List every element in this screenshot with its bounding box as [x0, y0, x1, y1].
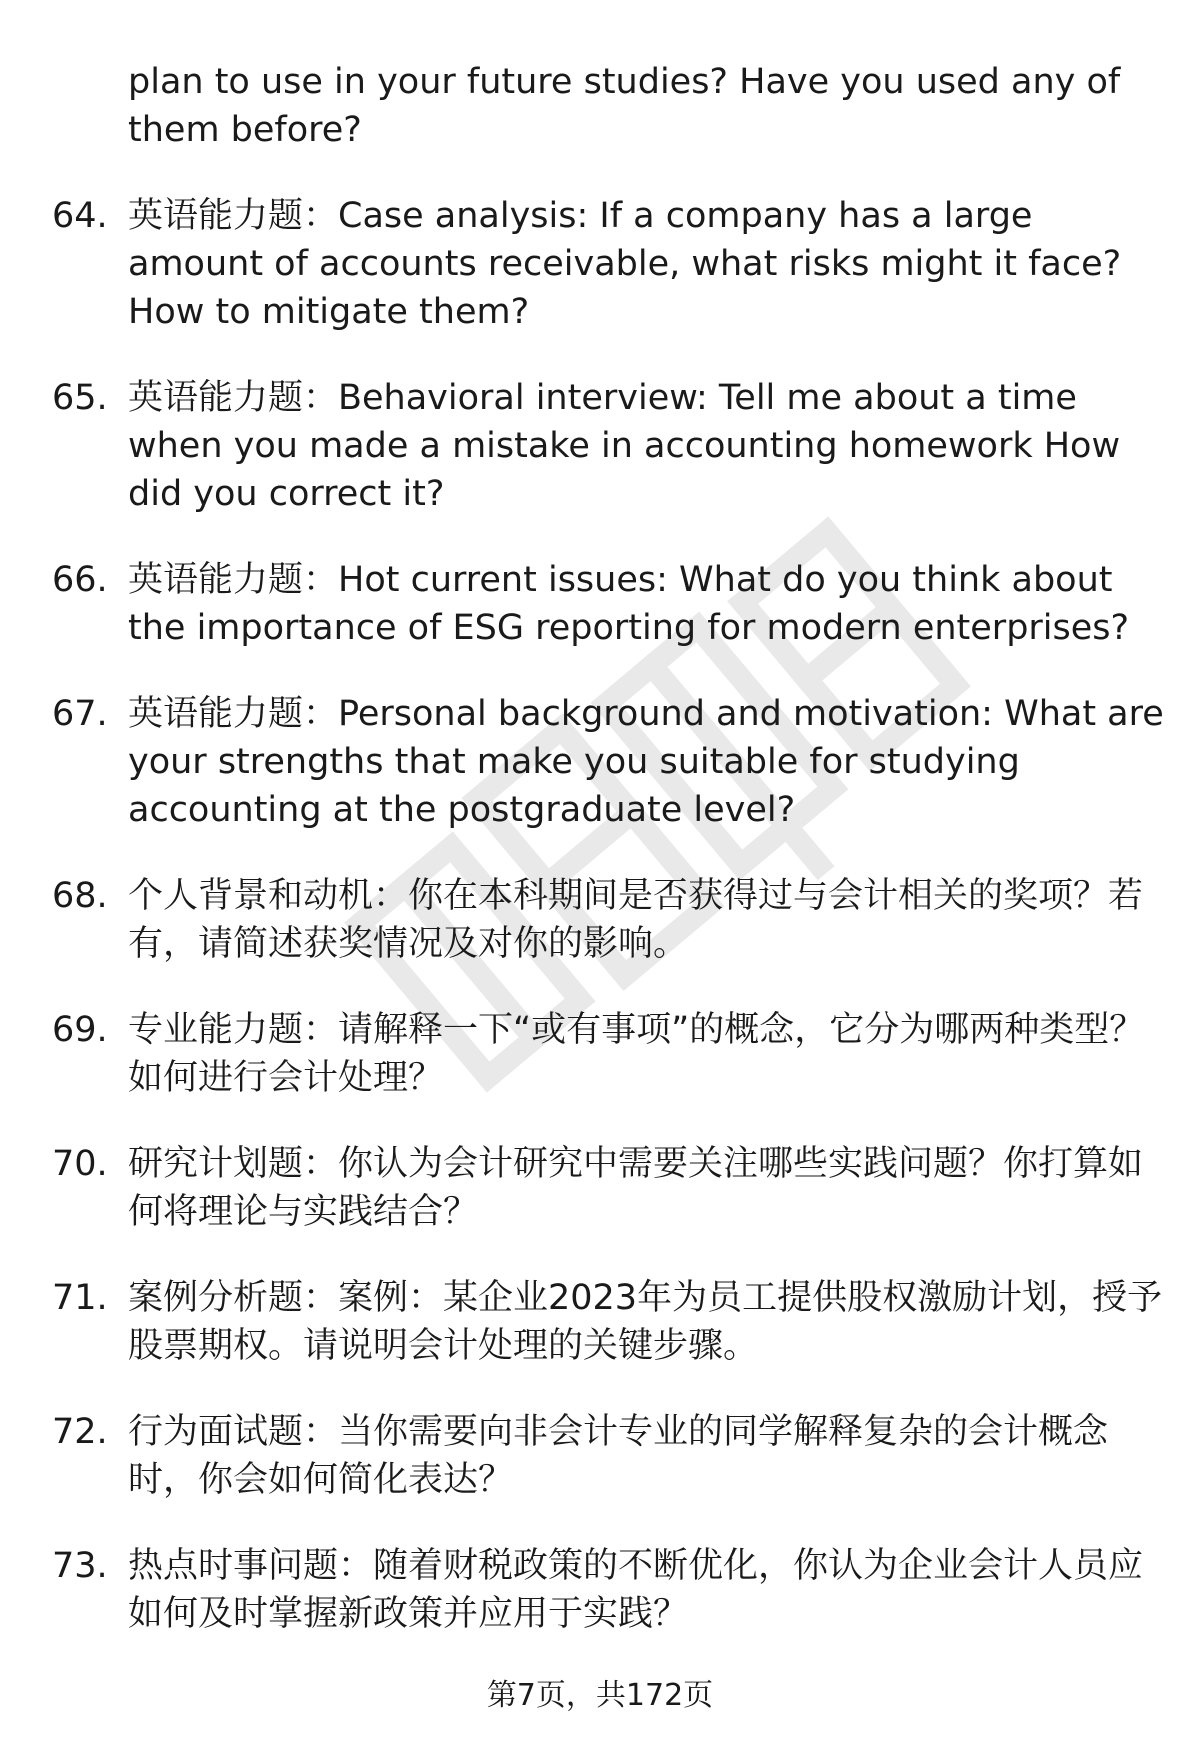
question-text: 研究计划题：你认为会计研究中需要关注哪些实践问题？你打算如何将理论与实践结合？	[128, 1144, 1144, 1232]
question-text: 英语能力题：Personal background and motivation: What are your strengths that make you suitable for studying accounting at the postgraduate level?	[128, 694, 1164, 830]
question-text: 英语能力题：Hot current issues: What do you think about the importance of ESG reporting for modern enterprises?	[128, 560, 1130, 648]
question-number: 64.	[52, 196, 108, 236]
question-text: 热点时事问题：随着财税政策的不断优化，你认为企业会计人员应如何及时掌握新政策并应用于实践？	[128, 1546, 1144, 1634]
question-item	[0, 192, 1200, 336]
question-item	[0, 556, 1200, 652]
question-item	[0, 690, 1200, 834]
question-number: 66.	[52, 560, 108, 600]
question-number: 72.	[52, 1412, 108, 1452]
page-footer	[0, 1676, 1200, 1716]
page-number-label: 第7页，共172页	[486, 1678, 714, 1713]
question-list	[0, 58, 1200, 1638]
question-number: 70.	[52, 1144, 108, 1184]
question-item	[0, 1006, 1200, 1102]
question-text: 案例分析题：案例：某企业2023年为员工提供股权激励计划，授予股票期权。请说明会计处理的关键步骤。	[128, 1278, 1163, 1366]
question-number: 68.	[52, 876, 108, 916]
question-text: 行为面试题：当你需要向非会计专业的同学解释复杂的会计概念时，你会如何简化表达？	[128, 1412, 1109, 1500]
question-number: 69.	[52, 1010, 108, 1050]
question-number: 71.	[52, 1278, 108, 1318]
question-number: 73.	[52, 1546, 108, 1586]
question-text: 专业能力题：请解释一下“或有事项”的概念，它分为哪两种类型？如何进行会计处理？	[128, 1010, 1145, 1098]
question-number: 65.	[52, 378, 108, 418]
question-item	[0, 872, 1200, 968]
question-text: 英语能力题：Behavioral interview: Tell me about a time when you made a mistake in accounting homework How did you correct it?	[128, 378, 1121, 514]
question-item	[0, 1408, 1200, 1504]
continued-question-text: plan to use in your future studies? Have you used any of them before?	[128, 62, 1121, 150]
question-text: 英语能力题：Case analysis: If a company has a large amount of accounts receivable, what risks might it face? How to mitigate them?	[128, 196, 1122, 332]
question-item	[0, 374, 1200, 518]
question-item	[0, 1542, 1200, 1638]
question-item	[0, 1274, 1200, 1370]
question-item	[0, 1140, 1200, 1236]
question-number: 67.	[52, 694, 108, 734]
question-text: 个人背景和动机：你在本科期间是否获得过与会计相关的奖项？若有，请简述获奖情况及对你的影响。	[128, 876, 1144, 964]
